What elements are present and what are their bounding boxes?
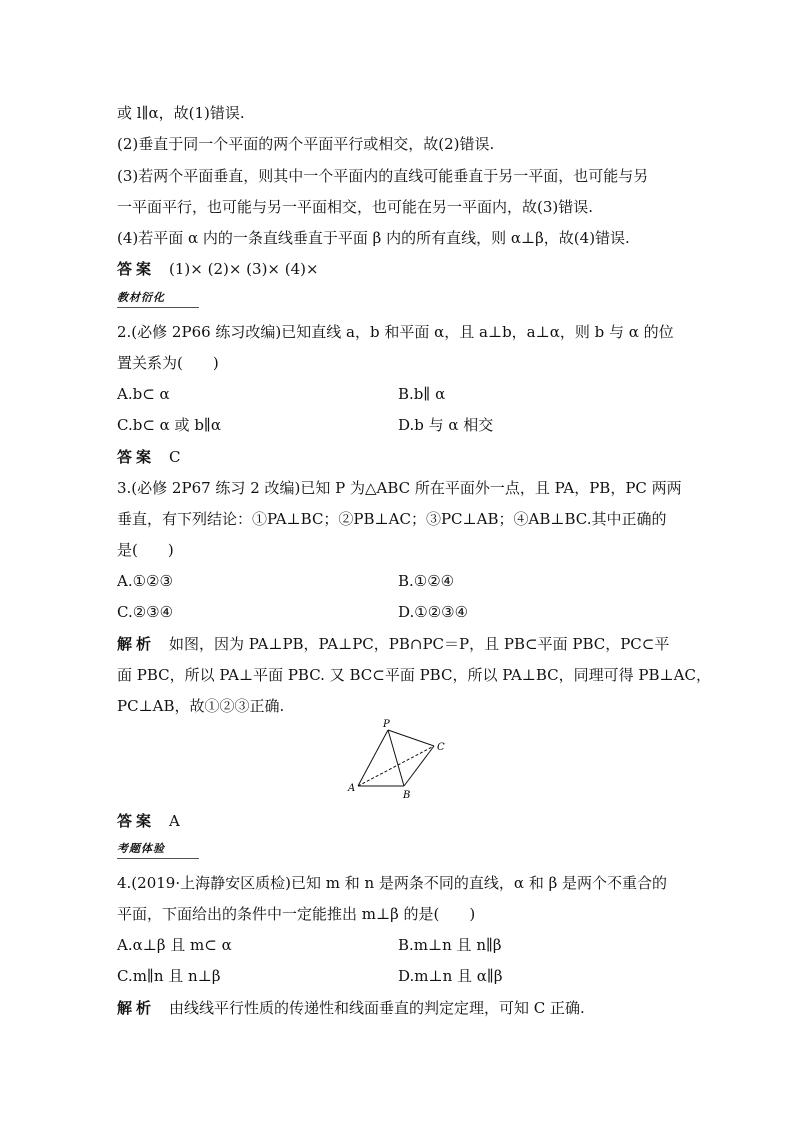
q2-option-a: A.b⊂ α <box>117 385 170 403</box>
section-tag-underline <box>117 858 199 859</box>
q4-option-a: A.α⊥β 且 m⊂ α <box>117 936 232 954</box>
answer-1 <box>117 259 319 279</box>
question-3-line: 是( ) <box>117 541 174 559</box>
solution-3-line: 面 PBC，所以 PA⊥平面 PBC. 又 BC⊂平面 PBC，所以 PA⊥BC，同理可得 PB⊥AC， <box>117 666 711 684</box>
q3-option-b: B.①②④ <box>398 572 455 590</box>
text-line: 一平面平行，也可能与另一平面相交，也可能在另一平面内，故(3)错误. <box>117 198 594 216</box>
text-line: 或 l∥α，故(1)错误. <box>117 104 245 122</box>
answer-value: A <box>169 812 180 830</box>
answer-label: 答案 <box>117 448 156 466</box>
edge-PB <box>388 730 404 786</box>
solution-4 <box>117 998 585 1018</box>
q4-option-b: B.m⊥n 且 n∥β <box>398 936 502 954</box>
vertex-label-B: B <box>403 790 411 801</box>
answer-value: (1)× (2)× (3)× (4)× <box>169 260 319 278</box>
solution-label: 解析 <box>117 635 156 653</box>
tetrahedron-figure <box>340 716 460 806</box>
q2-option-b: B.b∥ α <box>398 385 446 403</box>
answer-value: C <box>169 448 181 466</box>
text-line: (2)垂直于同一个平面的两个平面平行或相交，故(2)错误. <box>117 135 495 153</box>
answer-2 <box>117 447 181 467</box>
section-tag-exam: 考题体验 <box>117 842 165 855</box>
answer-3 <box>117 811 180 831</box>
text-line: (3)若两个平面垂直，则其中一个平面内的直线可能垂直于另一平面，也可能与另 <box>117 167 649 185</box>
question-3-line: 3.(必修 2P67 练习 2 改编)已知 P 为△ABC 所在平面外一点，且 PA，PB，PC 两两 <box>117 479 682 497</box>
solution-text: 如图，因为 PA⊥PB，PA⊥PC，PB∩PC＝P，且 PB⊂平面 PBC，PC⊂平 <box>169 635 670 653</box>
answer-label: 答案 <box>117 260 156 278</box>
q3-option-c: C.②③④ <box>117 603 174 621</box>
q4-option-c: C.m∥n 且 n⊥β <box>117 967 221 985</box>
question-4-line: 4.(2019·上海静安区质检)已知 m 和 n 是两条不同的直线，α 和 β 是两个不重合的 <box>117 874 668 892</box>
solution-label: 解析 <box>117 999 156 1017</box>
q3-option-a: A.①②③ <box>117 572 173 590</box>
question-2-line: 2.(必修 2P66 练习改编)已知直线 a，b 和平面 α，且 a⊥b，a⊥α，则 b 与 α 的位 <box>117 323 674 341</box>
edge-PC <box>388 730 434 746</box>
solution-3-line: PC⊥AB，故①②③正确. <box>117 697 285 715</box>
q3-option-d: D.①②③④ <box>398 603 469 621</box>
vertex-label-C: C <box>437 742 445 753</box>
q2-option-d: D.b 与 α 相交 <box>398 416 494 434</box>
question-4-line: 平面，下面给出的条件中一定能推出 m⊥β 的是( ) <box>117 905 476 923</box>
question-2-line: 置关系为( ) <box>117 354 219 372</box>
vertex-label-P: P <box>383 719 390 730</box>
question-3-line: 垂直，有下列结论：①PA⊥BC；②PB⊥AC；③PC⊥AB；④AB⊥BC.其中正确的 <box>117 510 667 528</box>
edge-AC-hidden <box>358 746 434 786</box>
edge-BC <box>404 746 434 786</box>
solution-3 <box>117 634 669 654</box>
q4-option-d: D.m⊥n 且 α∥β <box>398 967 503 985</box>
section-tag-underline <box>117 307 199 308</box>
section-tag-textbook: 教材衍化 <box>117 291 165 304</box>
vertex-label-A: A <box>348 783 356 794</box>
text-line: (4)若平面 α 内的一条直线垂直于平面 β 内的所有直线，则 α⊥β，故(4)错误. <box>117 229 630 247</box>
solution-text: 由线线平行性质的传递性和线面垂直的判定定理，可知 C 正确. <box>169 999 585 1017</box>
q2-option-c: C.b⊂ α 或 b∥α <box>117 416 221 434</box>
answer-label: 答案 <box>117 812 156 830</box>
